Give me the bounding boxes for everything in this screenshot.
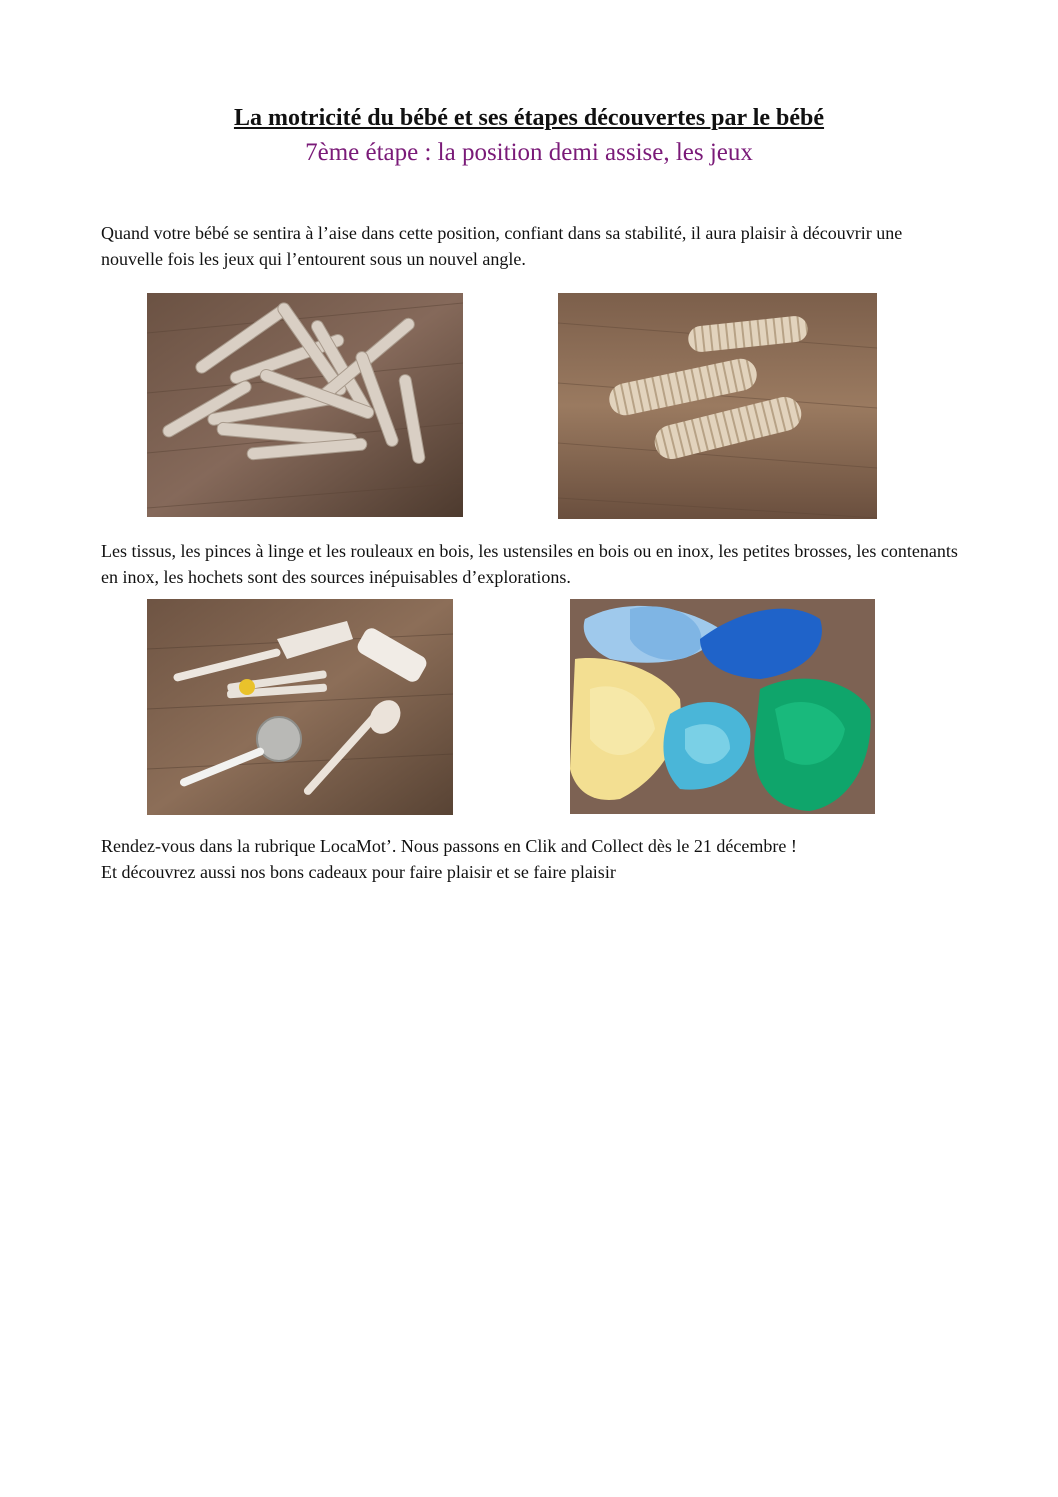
silk-fabrics-photo bbox=[570, 599, 875, 814]
closing-line-1: Rendez-vous dans la rubrique LocaMot’. Nous passons en Clik and Collect dès le 21 décembre ! bbox=[101, 836, 797, 856]
materials-paragraph: Les tissus, les pinces à linge et les rouleaux en bois, les ustensiles en bois ou en inox, les petites brosses, les contenants en inox, les hochets sont des sources inépuisables d’explorations. bbox=[101, 541, 958, 587]
clothespins-photo bbox=[147, 293, 463, 517]
intro-paragraph: Quand votre bébé se sentira à l’aise dans cette position, confiant dans sa stabilité, il aura plaisir à découvrir une nouvelle fois les jeux qui l’entourent sous un nouvel angle. bbox=[101, 223, 903, 269]
wooden-rollers-photo bbox=[558, 293, 877, 519]
page-title: La motricité du bébé et ses étapes découvertes par le bébé bbox=[233, 105, 825, 131]
closing-paragraph bbox=[101, 833, 961, 885]
utensils-photo bbox=[147, 599, 453, 815]
page-subtitle: 7ème étape : la position demi assise, les jeux bbox=[305, 139, 753, 166]
closing-line-2: Et découvrez aussi nos bons cadeaux pour faire plaisir et se faire plaisir bbox=[101, 862, 616, 882]
